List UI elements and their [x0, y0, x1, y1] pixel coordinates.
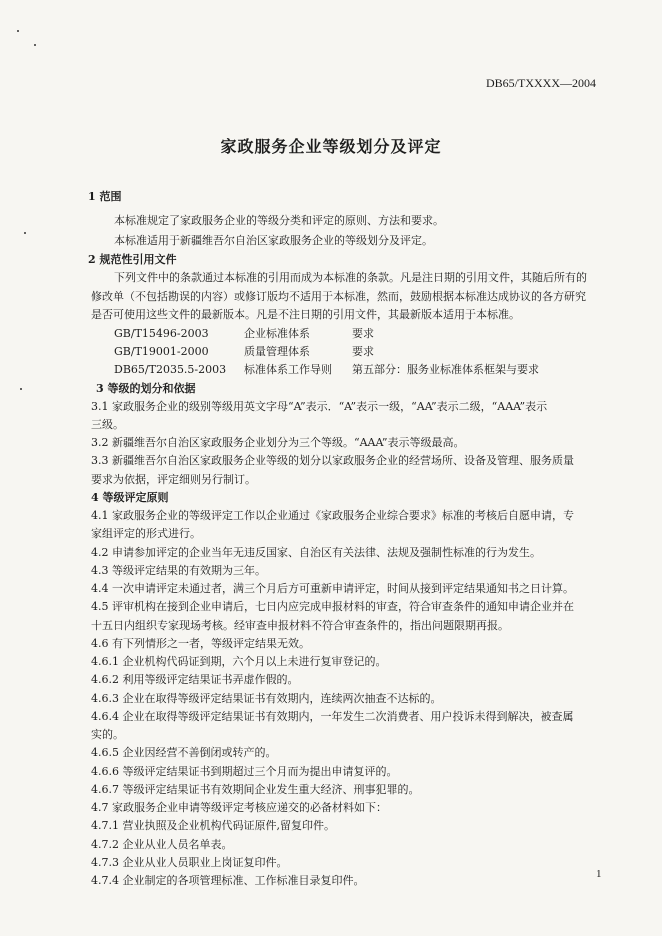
body-line: 4.7.2 企业从业人员名单表。	[91, 838, 233, 851]
reference-part: 要求	[352, 327, 374, 340]
body-line: 4.6.4 企业在取得等级评定结果证书有效期内，一年发生二次消费者、用户投诉未得到解决，被查属	[91, 710, 574, 723]
reference-name: 质量管理体系	[244, 345, 310, 358]
reference-name: 标准体系工作导则	[244, 363, 332, 376]
body-line: 4.4 一次申请评定未通过者，满三个月后方可重新申请评定，时间从接到评定结果通知书之日计算。	[91, 582, 574, 595]
body-line: 下列文件中的条款通过本标准的引用而成为本标准的条款。凡是注日期的引用文件，其随后所有的	[114, 271, 587, 284]
body-line: 4.2 申请参加评定的企业当年无违反国家、自治区有关法律、法规及强制性标准的行为发生。	[91, 546, 541, 559]
reference-entry	[114, 345, 374, 359]
scan-speck	[17, 30, 19, 32]
section-heading: 1 范围	[88, 190, 122, 203]
scan-speck	[20, 388, 22, 390]
reference-code: GB/T15496-2003	[114, 327, 209, 340]
body-line: 4.7.4 企业制定的各项管理标准、工作标准目录复印件。	[91, 874, 365, 887]
section-heading: 4 等级评定原则	[91, 491, 169, 504]
reference-name: 企业标准体系	[244, 327, 310, 340]
reference-entry	[114, 327, 374, 341]
body-line: 家组评定的形式进行。	[91, 527, 201, 540]
scan-speck	[34, 44, 36, 46]
body-line: 本标准规定了家政服务企业的等级分类和评定的原则、方法和要求。	[114, 214, 444, 227]
body-line: 4.6.1 企业机构代码证到期，六个月以上未进行复审登记的。	[91, 655, 387, 668]
body-line: 4.5 评审机构在接到企业申请后，七日内应完成申报材料的审查，符合审查条件的通知申请企业并在	[91, 600, 574, 613]
reference-part: 第五部分：服务业标准体系框架与要求	[352, 363, 539, 376]
body-line: 实的。	[91, 728, 124, 741]
body-line: 4.6.7 等级评定结果证书有效期间企业发生重大经济、刑事犯罪的。	[91, 783, 420, 796]
reference-code: DB65/T2035.5-2003	[114, 363, 227, 376]
body-line: 修改单（不包括勘误的内容）或修订版均不适用于本标准，然而，鼓励根据本标准达成协议的各方研究	[91, 290, 586, 303]
body-line: 本标准适用于新疆维吾尔自治区家政服务企业的等级划分及评定。	[114, 234, 433, 247]
body-line: 三级。	[91, 418, 124, 431]
document-number: DB65/TXXXX—2004	[486, 76, 596, 90]
body-line: 4.3 等级评定结果的有效期为三年。	[91, 564, 266, 577]
reference-part: 要求	[352, 345, 374, 358]
section-heading: 3 等级的划分和依据	[96, 382, 196, 395]
body-line: 是否可使用这些文件的最新版本。凡是不注日期的引用文件，其最新版本适用于本标准。	[91, 308, 520, 321]
body-line: 3.2 新疆维吾尔自治区家政服务企业划分为三个等级。“AAA”表示等级最高。	[91, 436, 465, 449]
body-line: 4.6.2 利用等级评定结果证书弄虚作假的。	[91, 673, 299, 686]
body-line: 4.6.6 等级评定结果证书到期超过三个月而为提出申请复评的。	[91, 765, 398, 778]
body-line: 4.7.1 营业执照及企业机构代码证原件,留复印件。	[91, 819, 335, 832]
document-title: 家政服务企业等级划分及评定	[220, 137, 442, 156]
body-line: 4.7 家政服务企业申请等级评定考核应递交的必备材料如下：	[91, 801, 387, 814]
page-number: 1	[596, 868, 602, 880]
body-line: 4.6.5 企业因经营不善倒闭或转产的。	[91, 746, 277, 759]
body-line: 4.1 家政服务企业的等级评定工作以企业通过《家政服务企业综合要求》标准的考核后自愿申请，专	[91, 509, 574, 522]
body-line: 4.6.3 企业在取得等级评定结果证书有效期内，连续两次抽查不达标的。	[91, 692, 442, 705]
body-line: 3.3 新疆维吾尔自治区家政服务企业等级的划分以家政服务企业的经营场所、设备及管理、服务质量	[91, 454, 574, 467]
scan-speck	[24, 232, 26, 234]
reference-entry	[114, 363, 539, 377]
section-heading: 2 规范性引用文件	[88, 253, 177, 266]
body-line: 4.7.3 企业从业人员职业上岗证复印件。	[91, 856, 288, 869]
body-line: 3.1 家政服务企业的级别等级用英文字母“A”表示．“A”表示一级，“AA”表示二级，“AAA”表示	[91, 400, 548, 413]
body-line: 4.6 有下列情形之一者，等级评定结果无效。	[91, 637, 310, 650]
body-line: 要求为依据，评定细则另行制订。	[91, 473, 256, 486]
reference-code: GB/T19001-2000	[114, 345, 209, 358]
body-line: 十五日内组织专家现场考核。经审查申报材料不符合审查条件的，指出问题限期再报。	[91, 619, 509, 632]
